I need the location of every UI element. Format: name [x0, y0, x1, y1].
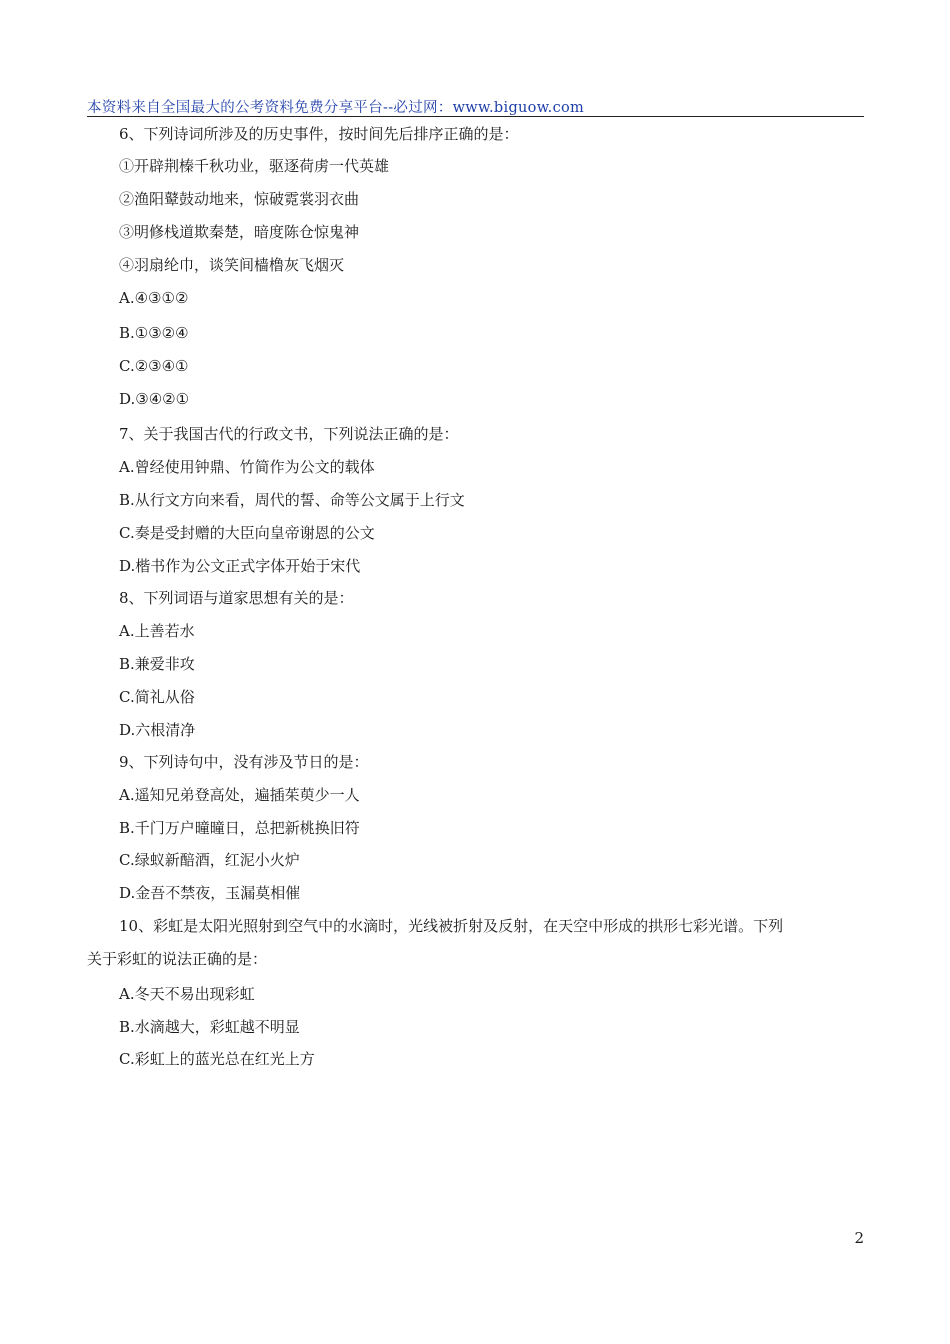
q7-option-d: D.楷书作为公文正式字体开始于宋代: [119, 557, 361, 575]
q8-stem: 8、下列词语与道家思想有关的是：: [119, 589, 354, 607]
q7-option-b: B.从行文方向来看，周代的誓、命等公文属于上行文: [119, 491, 465, 509]
q8-option-b: B.兼爱非攻: [119, 655, 195, 673]
q10-option-c: C.彩虹上的蓝光总在红光上方: [119, 1050, 315, 1068]
q6-option-b: B.①③②④: [119, 324, 189, 342]
q10-option-b: B.水滴越大，彩虹越不明显: [119, 1018, 300, 1036]
q7-stem: 7、关于我国古代的行政文书，下列说法正确的是：: [119, 425, 459, 443]
q8-option-a: A.上善若水: [119, 622, 195, 640]
page-number: 2: [854, 1229, 864, 1247]
q7-option-a: A.曾经使用钟鼎、竹简作为公文的载体: [119, 458, 375, 476]
q6-event-4: ④羽扇纶巾，谈笑间樯橹灰飞烟灭: [119, 256, 345, 274]
q6-option-c: C.②③④①: [119, 357, 189, 375]
q6-event-2: ②渔阳鼙鼓动地来，惊破霓裳羽衣曲: [119, 190, 360, 208]
q6-stem: 6、下列诗词所涉及的历史事件，按时间先后排序正确的是：: [119, 125, 519, 143]
q9-stem: 9、下列诗句中，没有涉及节日的是：: [119, 753, 369, 771]
q6-option-a: A.④③①②: [119, 289, 189, 307]
q6-event-1: ①开辟荆榛千秋功业，驱逐荷虏一代英雄: [119, 157, 390, 175]
q9-option-d: D.金吾不禁夜，玉漏莫相催: [119, 884, 301, 902]
page-header: 本资料来自全国最大的公考资料免费分享平台--必过网：www.biguow.com: [87, 100, 585, 116]
q6-event-3: ③明修栈道欺秦楚，暗度陈仓惊鬼神: [119, 223, 360, 241]
q10-stem-line-2: 关于彩虹的说法正确的是：: [87, 950, 268, 968]
q10-stem-line-1: 10、彩虹是太阳光照射到空气中的水滴时，光线被折射及反射，在天空中形成的拱形七彩光谱。下列: [119, 917, 784, 935]
q9-option-c: C.绿蚁新醅酒，红泥小火炉: [119, 851, 300, 869]
q8-option-c: C.简礼从俗: [119, 688, 195, 706]
q7-option-c: C.奏是受封赠的大臣向皇帝谢恩的公文: [119, 524, 375, 542]
q10-option-a: A.冬天不易出现彩虹: [119, 985, 255, 1003]
q9-option-b: B.千门万户曈曈日，总把新桃换旧符: [119, 819, 360, 837]
q9-option-a: A.遥知兄弟登高处，遍插茱萸少一人: [119, 786, 360, 804]
header-rule: [87, 116, 864, 117]
q6-option-d: D.③④②①: [119, 390, 190, 408]
q8-option-d: D.六根清净: [119, 721, 196, 739]
